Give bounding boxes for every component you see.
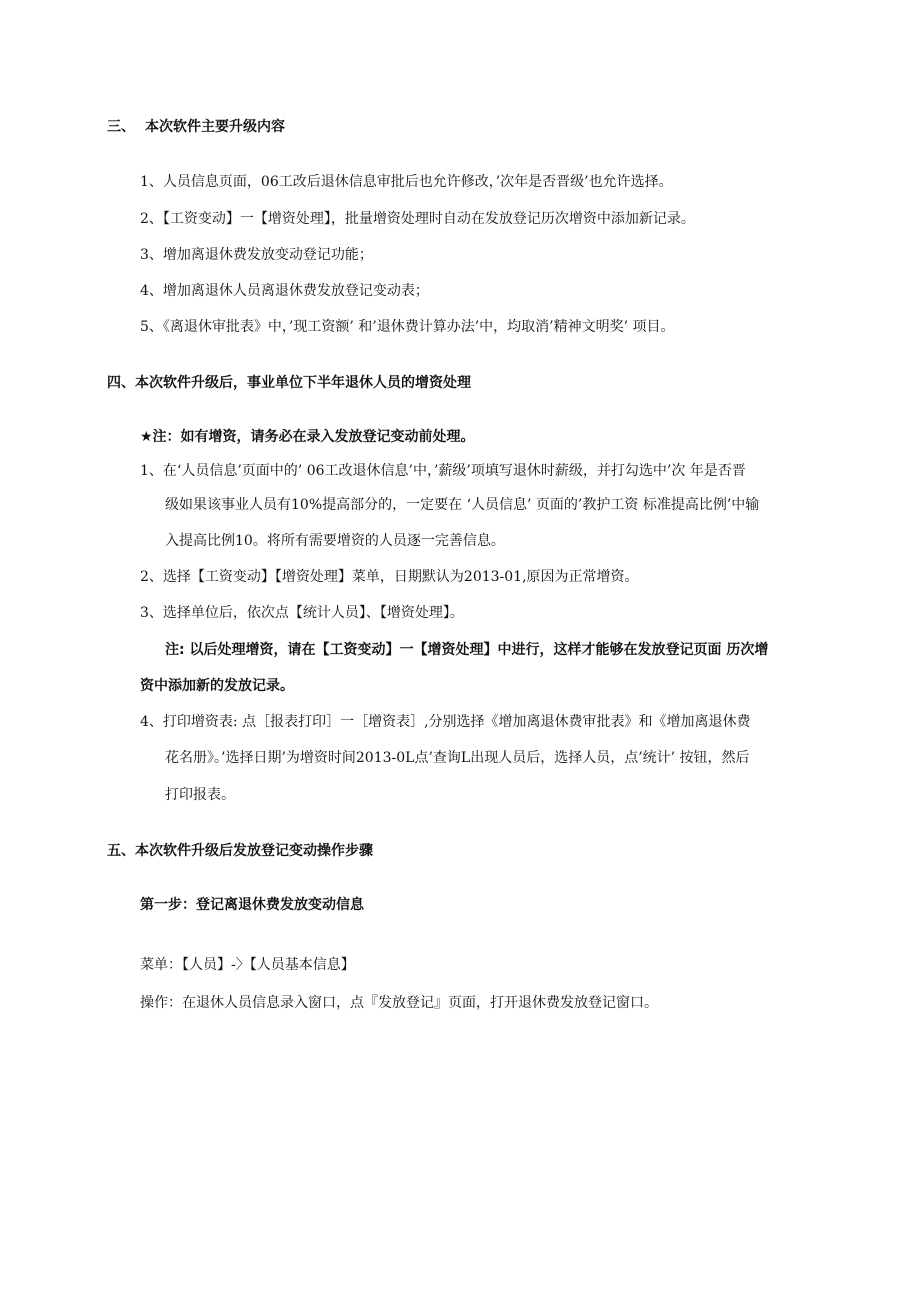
operation-text: 操作：在退休人员信息录入窗口，点『发放登记』页面，打开退休费发放登记窗口。: [140, 995, 658, 1011]
list-item: 5、《离退休审批表》中，’现工资额’ 和’退休费计算办法’中，均取消’精神文明奖’ 项目。: [140, 319, 675, 335]
step-4-line: 4、打印增资表: 点［报表打印］一［增资表］,分别选择《增加离退休费审批表》和《增加离退休费: [140, 714, 751, 730]
section-3-number: 三、: [107, 119, 135, 135]
step-title: 第一步：登记离退休费发放变动信息: [140, 897, 364, 913]
menu-path: 菜单：【人员】-〉【人员基本信息】: [140, 957, 355, 973]
section-5-title: 五、本次软件升级后发放登记变动操作步骤: [107, 843, 373, 859]
list-item: 2、【工资变动】一【增资处理】，批量增资处理时自动在发放登记历次增资中添加新记录。: [140, 211, 695, 227]
section-3-title: 本次软件主要升级内容: [145, 119, 285, 135]
step-3: 3、选择单位后，依次点【统计人员】、【增资处理】。: [140, 605, 464, 621]
note-2-line: 资中添加新的发放记录。: [140, 678, 294, 694]
note-2-line: 注: 以后处理增资，请在【工资变动】一【增资处理】中进行，这样才能够在发放登记页面 历次增: [165, 642, 769, 658]
step-1-line: 入提高比例10。将所有需要增资的人员逐一完善信息。: [165, 533, 505, 549]
list-item: 4、增加离退休人员离退休费发放登记变动表；: [140, 283, 429, 299]
step-1-line: 级如果该事业人员有10%提高部分的，一定要在 ‘人员信息’ 页面的’教护工资 标准提高比例’中输: [165, 497, 760, 513]
section-4-title: 四、本次软件升级后，事业单位下半年退休人员的增资处理: [107, 375, 471, 391]
section-4-note: ★注：如有增资，请务必在录入发放登记变动前处理。: [140, 429, 475, 445]
step-4-line: 打印报表。: [165, 787, 235, 803]
step-1-line: 1、在‘人员信息’页面中的’ 06工改退休信息’中，’薪级’项填写退休时薪级，并打勾选中’次 年是否晋: [140, 463, 746, 479]
step-2: 2、选择【工资变动】【增资处理】菜单，日期默认为2013-01,原因为正常增资。: [140, 569, 639, 585]
list-item: 3、增加离退休费发放变动登记功能；: [140, 247, 373, 263]
list-item: 1、人员信息页面，06工改后退休信息审批后也允许修改，’次年是否晋级’也允许选择。: [140, 174, 673, 190]
step-4-line: 花名册》。’选择日期’为增资时间2013-0L点’查询L出现人员后，选择人员，点’统计’ 按钮，然后: [165, 750, 750, 766]
